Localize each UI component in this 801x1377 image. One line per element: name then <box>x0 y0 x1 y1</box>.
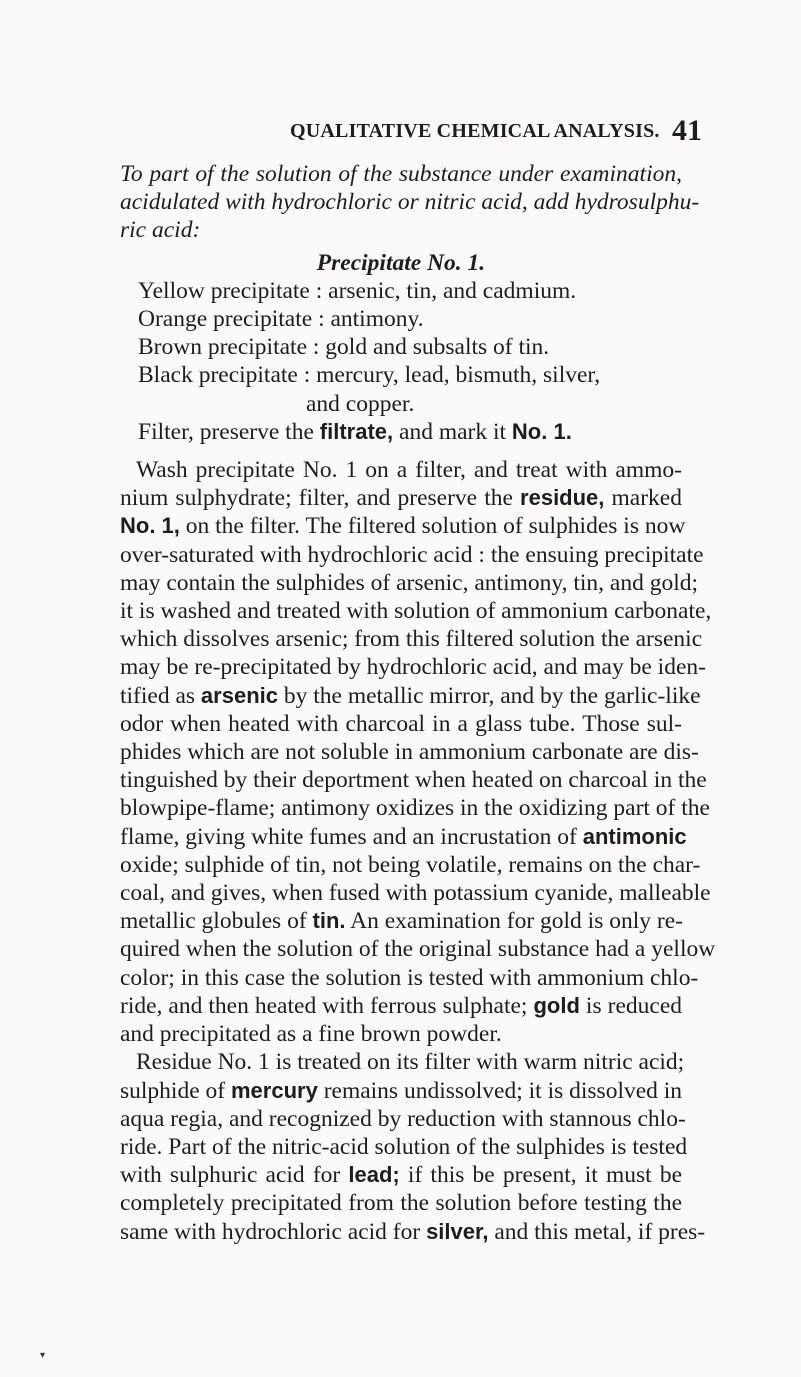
text-line: may contain the sulphides of arsenic, antimony, tin, and gold; <box>120 569 699 596</box>
precipitate-line: Orange precipitate : antimony. <box>138 306 424 333</box>
precipitate-line: Brown precipitate : gold and subsalts of tin. <box>138 334 550 361</box>
text-line: with sulphuric acid for lead; if this be present, it must be <box>120 1162 683 1189</box>
text-line: completely precipitated from the solution before testing the <box>120 1190 682 1217</box>
text-line: tinguished by their deportment when heated on charcoal in the <box>120 767 707 794</box>
margin-mark-icon: ▾ <box>40 1350 46 1361</box>
text-line: blowpipe-flame; antimony oxidizes in the oxidizing part of the <box>120 795 710 822</box>
text-line: quired when the solution of the original substance had a yellow <box>120 936 716 963</box>
intro-line: acidulated with hydrochloric or nitric acid, add hydrosulphu- <box>120 189 700 216</box>
text-line: coal, and gives, when fused with potassium cyanide, malleable <box>120 880 711 907</box>
text-line: Residue No. 1 is treated on its filter with warm nitric acid; <box>136 1049 685 1076</box>
text-line: oxide; sulphide of tin, not being volatile, remains on the char- <box>120 851 701 878</box>
text-line: it is washed and treated with solution of ammonium carbonate, <box>120 598 712 625</box>
text-line: ride, and then heated with ferrous sulphate; gold is reduced <box>120 992 682 1019</box>
text-line: aqua regia, and recognized by reduction with stannous chlo- <box>120 1105 686 1132</box>
text-line: flame, giving white fumes and an incrustation of antimonic <box>120 823 687 850</box>
precipitate-line: and copper. <box>306 390 415 417</box>
text-line: same with hydrochloric acid for silver, and this metal, if pres- <box>120 1218 706 1245</box>
running-title: QUALITATIVE CHEMICAL ANALYSIS. <box>290 120 660 142</box>
intro-line: To part of the solution of the substance under examination, <box>120 161 682 187</box>
text-line: may be re-precipitated by hydrochloric acid, and may be iden- <box>120 654 706 681</box>
text-line: tified as arsenic by the metallic mirror, and by the garlic-like <box>120 682 701 709</box>
text-line: Wash precipitate No. 1 on a filter, and treat with ammo- <box>136 457 682 484</box>
paragraph-2 <box>120 1048 706 1245</box>
intro-line: ric acid: <box>120 217 201 244</box>
text-line: over-saturated with hydrochloric acid : the ensuing precipitate <box>120 541 704 568</box>
text-line: nium sulphydrate; filter, and preserve the residue, marked <box>120 485 682 512</box>
text-line: phides which are not soluble in ammonium carbonate are dis- <box>120 739 699 766</box>
body-text <box>120 160 716 1246</box>
running-head <box>0 114 801 147</box>
precipitate-line: Yellow precipitate : arsenic, tin, and cadmium. <box>138 277 577 304</box>
page-number: 41 <box>672 114 702 147</box>
text-line: which dissolves arsenic; from this filtered solution the arsenic <box>120 626 703 653</box>
paragraph-1 <box>120 456 716 1048</box>
text-line: and precipitated as a fine brown powder. <box>120 1021 502 1048</box>
text-line: sulphide of mercury remains undissolved; it is dissolved in <box>120 1077 683 1104</box>
text-line: ride. Part of the nitric-acid solution of the sulphides is tested <box>120 1133 688 1160</box>
text-line: color; in this case the solution is tested with ammonium chlo- <box>120 964 699 991</box>
text-line: metallic globules of tin. An examination for gold is only re- <box>120 908 683 935</box>
text-line: odor when heated with charcoal in a glass tube. Those sul- <box>120 710 682 737</box>
text-line: No. 1, on the filter. The filtered solution of sulphides is now <box>120 513 686 540</box>
precipitate-line: Black precipitate : mercury, lead, bismuth, silver, <box>138 362 601 389</box>
section-heading: Precipitate No. 1. <box>316 249 486 276</box>
filter-line: Filter, preserve the filtrate, and mark it No. 1. <box>138 418 572 445</box>
